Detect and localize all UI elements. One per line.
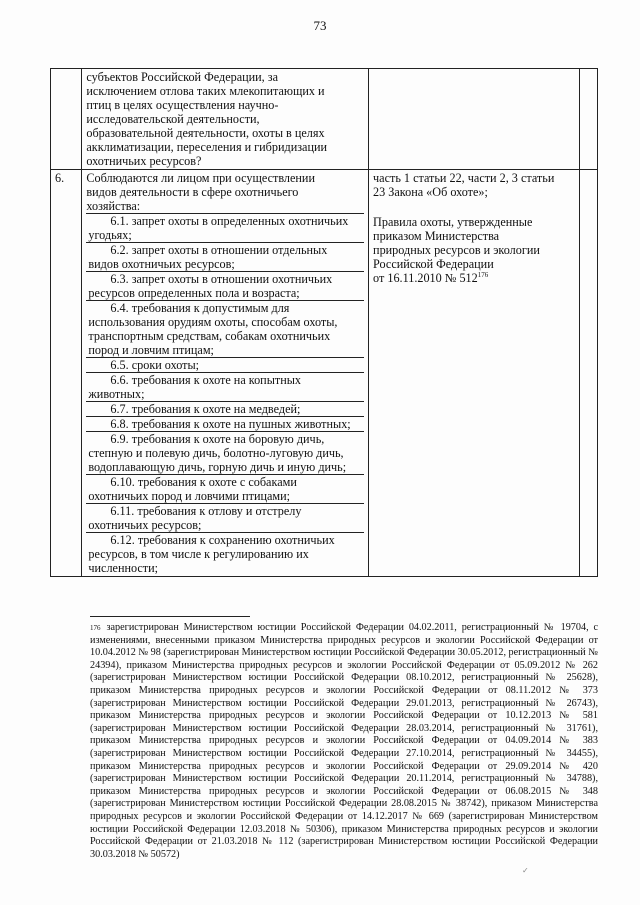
subitem-first-line: 6.9. требования к охоте на боровую дичь, xyxy=(110,432,325,446)
subitem xyxy=(86,431,364,474)
subitem xyxy=(86,271,364,300)
subitem-first-line: 6.6. требования к охоте на копытных xyxy=(110,373,302,387)
subitem-list xyxy=(86,213,364,575)
subitem-line: животных; xyxy=(88,387,145,401)
page-number: 73 xyxy=(313,18,327,33)
subitem-line: пород и ловчим птицам; xyxy=(88,343,214,357)
footnote-divider xyxy=(90,616,250,617)
subitem xyxy=(86,357,364,372)
empty-cell xyxy=(579,170,597,577)
subitem-first-line: 6.1. запрет охоты в определенных охотничьих xyxy=(110,214,349,228)
question-text xyxy=(86,171,364,213)
subitem-first-line: 6.8. требования к охоте на пушных животных; xyxy=(110,417,351,431)
question-line: акклиматизации, переселения и гибридизации xyxy=(86,140,328,154)
table-row-6 xyxy=(51,170,598,577)
subitem xyxy=(86,401,364,416)
question-line: охотничьих ресурсов? xyxy=(86,154,202,168)
subitem-line: численности; xyxy=(88,561,159,575)
subitem-first-line: 6.5. сроки охоты; xyxy=(110,358,200,372)
row-number-cell: 6. xyxy=(51,170,82,577)
subitem-first-line: 6.7. требования к охоте на медведей; xyxy=(110,402,301,416)
requirement-line: 23 Закона «Об охоте»; xyxy=(373,185,488,199)
subitem-first-line: 6.4. требования к допустимым для xyxy=(110,301,290,315)
question-line: исключением отлова таких млекопитающих и xyxy=(86,84,325,98)
subitem xyxy=(86,416,364,431)
empty-cell xyxy=(579,69,597,170)
subitem-first-line: 6.11. требования к отлову и отстрелу xyxy=(110,504,302,518)
requirement-block xyxy=(373,171,575,199)
footnote xyxy=(90,622,598,861)
table-row-continued xyxy=(51,69,598,170)
subitem-first-line: 6.12. требования к сохранению охотничьих xyxy=(110,533,335,547)
requirement-line: часть 1 статьи 22, части 2, 3 статьи xyxy=(373,171,555,185)
subitem xyxy=(86,372,364,401)
requirement-line: приказом Министерства xyxy=(373,229,500,243)
requirement-line: Правила охоты, утвержденные xyxy=(373,215,533,229)
question-line: хозяйства: xyxy=(86,199,141,213)
question-line: видов деятельности в сфере охотничьего xyxy=(86,185,299,199)
subitem-line: охотничьих ресурсов; xyxy=(88,518,202,532)
continued-question-text xyxy=(86,70,364,168)
requirement-text xyxy=(373,171,575,271)
subitem xyxy=(86,532,364,575)
subitem-line: охотничьих пород и ловчими птицами; xyxy=(88,489,291,503)
question-line: птиц в целях осуществления научно- xyxy=(86,98,279,112)
subitem-line: водоплавающую дичь, горную дичь и иную дичь; xyxy=(88,460,347,474)
requirement-block xyxy=(373,215,575,271)
checklist-table xyxy=(50,68,598,577)
subitem-line: ресурсов, в том числе к регулированию их xyxy=(88,547,309,561)
requirement-line: природных ресурсов и экологии xyxy=(373,243,540,257)
subitem-first-line: 6.10. требования к охоте с собаками xyxy=(110,475,297,489)
footnote-number: 176 xyxy=(90,624,101,632)
row-number-cell xyxy=(51,69,82,170)
requirement-line: Российской Федерации xyxy=(373,257,494,271)
subitem xyxy=(86,242,364,271)
question-cell xyxy=(82,170,369,577)
scan-mark: ✓ xyxy=(522,866,529,875)
subitem xyxy=(86,213,364,242)
subitem-line: видов охотничьих ресурсов; xyxy=(88,257,235,271)
question-line: образовательной деятельности, охоты в целях xyxy=(86,126,325,140)
subitem xyxy=(86,474,364,503)
subitem-line: транспортным средствам, собакам охотничьих xyxy=(88,329,331,343)
footnote-ref: 176 xyxy=(477,270,489,279)
subitem xyxy=(86,300,364,357)
requirements-cell xyxy=(369,69,580,170)
subitem-first-line: 6.2. запрет охоты в отношении отдельных xyxy=(110,243,328,257)
subitem-line: ресурсов определенных пола и возраста; xyxy=(88,286,300,300)
requirement-last-line: от 16.11.2010 № $512^{176}$ xyxy=(373,270,489,285)
subitem-first-line: 6.3. запрет охоты в отношении охотничьих xyxy=(110,272,333,286)
subitem-line: угодьях; xyxy=(88,228,132,242)
question-cell xyxy=(82,69,369,170)
requirements-cell xyxy=(369,170,580,577)
footnote-text: зарегистрирован Министерством юстиции Российской Федерации 04.02.2011, регистрационный № 19704, с изменениями, внесенными приказом Министерства природных ресурсов и экологии Российской Федерации от 10.04.2012 № 98 (зарегистрирован Министерством юстиции Российской Федерации 30.05.2012, регистрационный № 24394), приказом Министерства природных ресурсов и экологии Российской Федерации от 05.09.2012 № 262 (зарегистрирован Министерством юстиции Российской Федерации 08.10.2012, регистрационный № 25628), приказом Министерства природных ресурсов и экологии Российской Федерации от 08.11.2012 № 373 (зарегистрирован Министерством юстиции Российской Федерации 29.01.2013, регистрационный № 26743), приказом Министерства природных ресурсов и экологии Российской Федерации от 10.12.2013 № 581 (зарегистрирован Министерством юстиции Российской Федерации 28.03.2014, регистрационный № 31761), приказом Министерства природных ресурсов и экологии Российской Федерации от 04.09.2014 № 383 (зарегистрирован Министерством юстиции Российской Федерации 27.10.2014, регистрационный № 34455), приказом Министерства природных ресурсов и экологии Российской Федерации от 29.09.2014 № 420 (зарегистрирован Министерством юстиции Российской Федерации 20.11.2014, регистрационный № 34788), приказом Министерства природных ресурсов и экологии Российской Федерации от 06.08.2015 № 348 (зарегистрирован Министерством юстиции Российской Федерации 28.08.2015 № 38742), приказом Министерства природных ресурсов и экологии Российской Федерации от 14.12.2017 № 669 (зарегистрирован Министерством юстиции Российской Федерации 12.03.2018 № 50306), приказом Министерства природных ресурсов и экологии Российской Федерации от 21.03.2018 № 112 (зарегистрирован Министерством юстиции Российской Федерации 30.03.2018 № 50572) xyxy=(90,622,598,860)
question-line: исследовательской деятельности, xyxy=(86,112,260,126)
subitem-line: степную и полевую дичь, болотно-луговую дичь, xyxy=(88,446,344,460)
question-line: субъектов Российской Федерации, за xyxy=(86,70,278,84)
subitem xyxy=(86,503,364,532)
question-line: Соблюдаются ли лицом при осуществлении xyxy=(86,171,315,185)
subitem-line: использования орудиям охоты, способам охоты, xyxy=(88,315,338,329)
